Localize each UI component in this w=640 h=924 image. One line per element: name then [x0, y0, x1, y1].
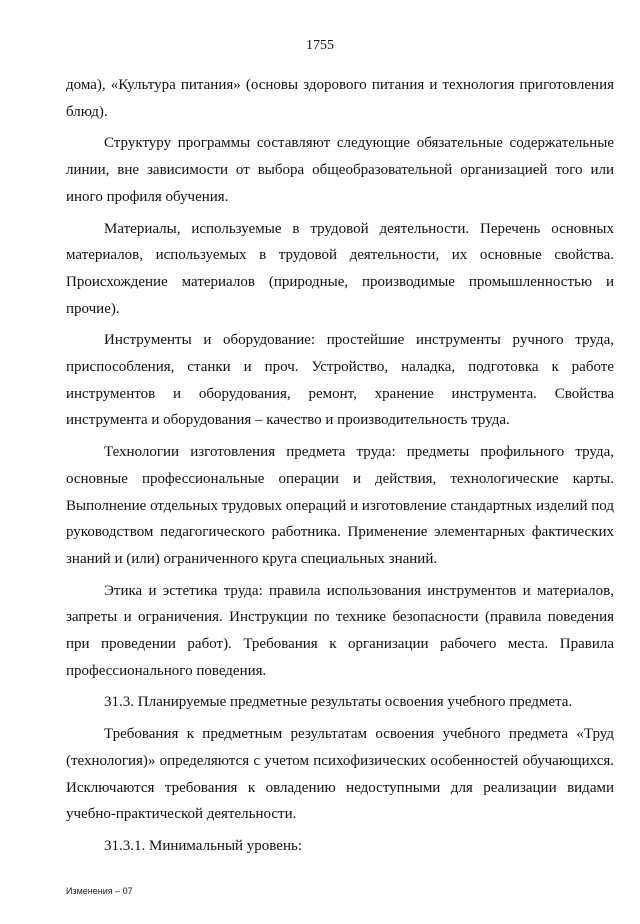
paragraph-continuation: дома), «Культура питания» (основы здорового питания и технология приготовления блюд).	[66, 77, 614, 120]
paragraph-ethics: Этика и эстетика труда: правила использования инструментов и материалов, запреты и ограничения. Инструкции по технике безопасности (правила поведения при проведении работ). Требования к организации рабочего места. Правила профессионального поведения.	[66, 582, 614, 679]
paragraph-materials: Материалы, используемые в трудовой деятельности. Перечень основных материалов, используемых в трудовой деятельности, их основные свойства. Происхождение материалов (природные, производимые промышленностью и прочие).	[66, 220, 614, 317]
section-heading-31-3: 31.3. Планируемые предметные результаты освоения учебного предмета.	[104, 694, 573, 711]
paragraph-technologies: Технологии изготовления предмета труда: предметы профильного труда, основные профессиональные операции и действия, технологические карты. Выполнение отдельных трудовых операций и изготовление стандартных изделий под руководством педагогического работника. Применение элементарных фактических знаний и (или) ограниченного круга специальных знаний.	[66, 444, 614, 567]
paragraph-program-structure: Структуру программы составляют следующие обязательные содержательные линии, вне зависимости от выбора общеобразовательной организацией того или иного профиля обучения.	[66, 135, 614, 205]
paragraph-requirements: Требования к предметным результатам освоения учебного предмета «Труд (технология)» определяются с учетом психофизических особенностей обучающихся. Исключаются требования к овладению недоступными для реализации видами учебно-практической деятельности.	[66, 726, 614, 823]
page-number: 1755	[306, 38, 334, 53]
footer-revision-note: Изменения – 07	[66, 886, 133, 896]
section-heading-31-3-1: 31.3.1. Минимальный уровень:	[104, 837, 302, 854]
paragraph-tools: Инструменты и оборудование: простейшие инструменты ручного труда, приспособления, станки и проч. Устройство, наладка, подготовка к работе инструментов и оборудования, ремонт, хранение инструмента. Свойства инструмента и оборудования – качество и производительность труда.	[66, 332, 614, 429]
document-body	[66, 72, 614, 865]
